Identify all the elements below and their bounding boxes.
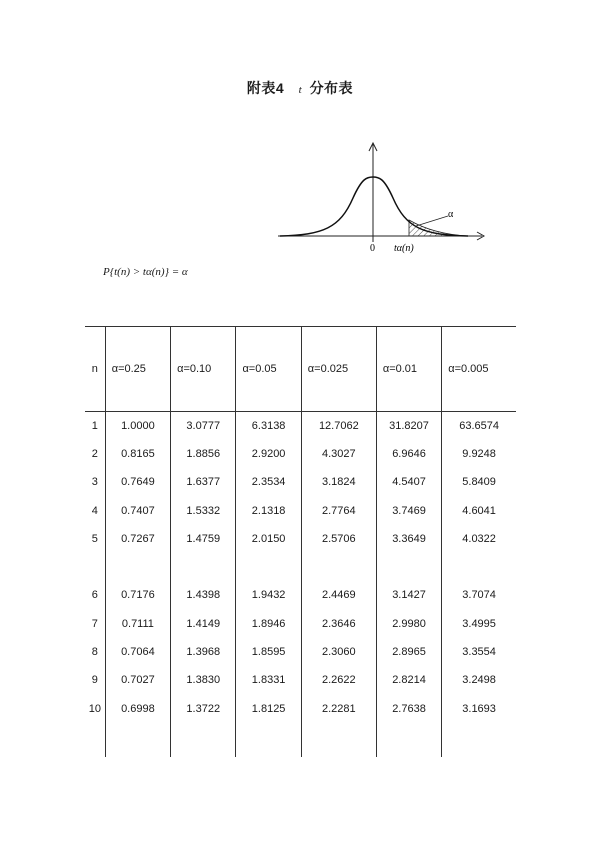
value-cell: 1.4759 xyxy=(171,525,236,553)
value-cell: 3.7074 xyxy=(442,581,516,609)
value-cell: 5.8409 xyxy=(442,468,516,496)
header-alpha-025: α=0.25 xyxy=(105,327,170,412)
row-n-cell: 4 xyxy=(91,504,98,517)
value-cell: 1.3968 xyxy=(171,638,236,666)
header-alpha-0005: α=0.005 xyxy=(442,327,516,412)
spacer-cell xyxy=(376,553,441,581)
row-n-cell: 8 xyxy=(91,646,98,659)
value-cell: 2.7764 xyxy=(301,496,376,524)
row-n-cell: 5 xyxy=(91,532,98,545)
table-row xyxy=(85,581,516,609)
value-cell: 12.7062 xyxy=(301,412,376,440)
value-cell: 3.3554 xyxy=(442,638,516,666)
value-cell: 1.3722 xyxy=(171,694,236,722)
value-cell: 3.2498 xyxy=(442,666,516,694)
value-cell: 1.3830 xyxy=(171,666,236,694)
quantile-label: tα(n) xyxy=(394,243,414,254)
value-cell: 2.0150 xyxy=(236,525,301,553)
alpha-pointer xyxy=(416,216,448,226)
row-n-cell: 10 xyxy=(88,702,101,715)
value-cell: 3.3649 xyxy=(376,525,441,553)
spacer-cell xyxy=(376,723,441,757)
value-cell: 3.1693 xyxy=(442,694,516,722)
spacer-cell xyxy=(105,553,170,581)
value-cell: 1.8331 xyxy=(236,666,301,694)
value-cell: 2.3646 xyxy=(301,610,376,638)
value-cell: 3.7469 xyxy=(376,496,441,524)
value-cell: 2.2622 xyxy=(301,666,376,694)
value-cell: 3.1427 xyxy=(376,581,441,609)
value-cell: 2.9200 xyxy=(236,440,301,468)
header-alpha-010: α=0.10 xyxy=(171,327,236,412)
value-cell: 3.1824 xyxy=(301,468,376,496)
value-cell: 1.4149 xyxy=(171,610,236,638)
row-n-cell: 1 xyxy=(91,419,98,432)
spacer-cell xyxy=(442,553,516,581)
spacer-cell xyxy=(442,723,516,757)
value-cell: 0.7027 xyxy=(105,666,170,694)
value-cell: 0.7111 xyxy=(105,610,170,638)
value-cell: 0.7064 xyxy=(105,638,170,666)
spacer-cell xyxy=(236,723,301,757)
value-cell: 31.8207 xyxy=(376,412,441,440)
value-cell: 2.4469 xyxy=(301,581,376,609)
spacer-cell xyxy=(85,553,105,581)
value-cell: 2.5706 xyxy=(301,525,376,553)
value-cell: 9.9248 xyxy=(442,440,516,468)
value-cell: 1.8856 xyxy=(171,440,236,468)
value-cell: 1.0000 xyxy=(105,412,170,440)
value-cell: 1.8595 xyxy=(236,638,301,666)
table-row xyxy=(85,666,516,694)
value-cell: 2.2281 xyxy=(301,694,376,722)
value-cell: 0.7649 xyxy=(105,468,170,496)
row-n-cell: 3 xyxy=(91,476,98,489)
value-cell: 0.8165 xyxy=(105,440,170,468)
spacer-cell xyxy=(171,723,236,757)
title-variable: t xyxy=(298,84,303,96)
spacer-cell xyxy=(85,723,105,757)
value-cell: 2.3060 xyxy=(301,638,376,666)
table-row xyxy=(85,525,516,553)
value-cell: 6.3138 xyxy=(236,412,301,440)
spacer-cell xyxy=(301,553,376,581)
value-cell: 2.3534 xyxy=(236,468,301,496)
row-n-cell: 9 xyxy=(91,674,98,687)
value-cell: 1.4398 xyxy=(171,581,236,609)
value-cell: 2.1318 xyxy=(236,496,301,524)
probability-formula: P{t(n) > tα(n)} = α xyxy=(103,266,188,278)
table-row xyxy=(85,694,516,722)
table-row xyxy=(85,412,516,440)
spacer-cell xyxy=(236,553,301,581)
value-cell: 1.5332 xyxy=(171,496,236,524)
value-cell: 4.5407 xyxy=(376,468,441,496)
table-header-row xyxy=(85,327,516,412)
value-cell: 2.7638 xyxy=(376,694,441,722)
value-cell: 1.6377 xyxy=(171,468,236,496)
value-cell: 1.8125 xyxy=(236,694,301,722)
header-alpha-005: α=0.05 xyxy=(236,327,301,412)
origin-label: 0 xyxy=(370,243,375,254)
value-cell: 3.0777 xyxy=(171,412,236,440)
value-cell: 0.6998 xyxy=(105,694,170,722)
value-cell: 1.8946 xyxy=(236,610,301,638)
value-cell: 2.8965 xyxy=(376,638,441,666)
value-cell: 0.7267 xyxy=(105,525,170,553)
table-row xyxy=(85,610,516,638)
value-cell: 4.0322 xyxy=(442,525,516,553)
value-cell: 4.6041 xyxy=(442,496,516,524)
table-spacer-row xyxy=(85,723,516,757)
spacer-cell xyxy=(171,553,236,581)
table-row xyxy=(85,468,516,496)
header-alpha-0025: α=0.025 xyxy=(301,327,376,412)
header-alpha-001: α=0.01 xyxy=(376,327,441,412)
value-cell: 0.7176 xyxy=(105,581,170,609)
table-spacer-row xyxy=(85,553,516,581)
t-distribution-figure xyxy=(278,138,490,258)
value-cell: 4.3027 xyxy=(301,440,376,468)
row-n-cell: 2 xyxy=(91,447,98,460)
density-curve xyxy=(280,177,468,236)
t-distribution-table xyxy=(85,326,516,757)
value-cell: 6.9646 xyxy=(376,440,441,468)
row-n-cell: 7 xyxy=(91,617,98,630)
page-title xyxy=(0,78,600,98)
alpha-label: α xyxy=(448,209,454,220)
value-cell: 1.9432 xyxy=(236,581,301,609)
spacer-cell xyxy=(105,723,170,757)
header-n: n xyxy=(91,363,98,375)
value-cell: 3.4995 xyxy=(442,610,516,638)
spacer-cell xyxy=(301,723,376,757)
value-cell: 0.7407 xyxy=(105,496,170,524)
title-label: 附表4 xyxy=(246,80,285,96)
value-cell: 2.9980 xyxy=(376,610,441,638)
value-cell: 63.6574 xyxy=(442,412,516,440)
value-cell: 2.8214 xyxy=(376,666,441,694)
title-suffix: 分布表 xyxy=(309,80,354,96)
row-n-cell: 6 xyxy=(91,589,98,602)
table-row xyxy=(85,496,516,524)
table-row xyxy=(85,638,516,666)
table-row xyxy=(85,440,516,468)
